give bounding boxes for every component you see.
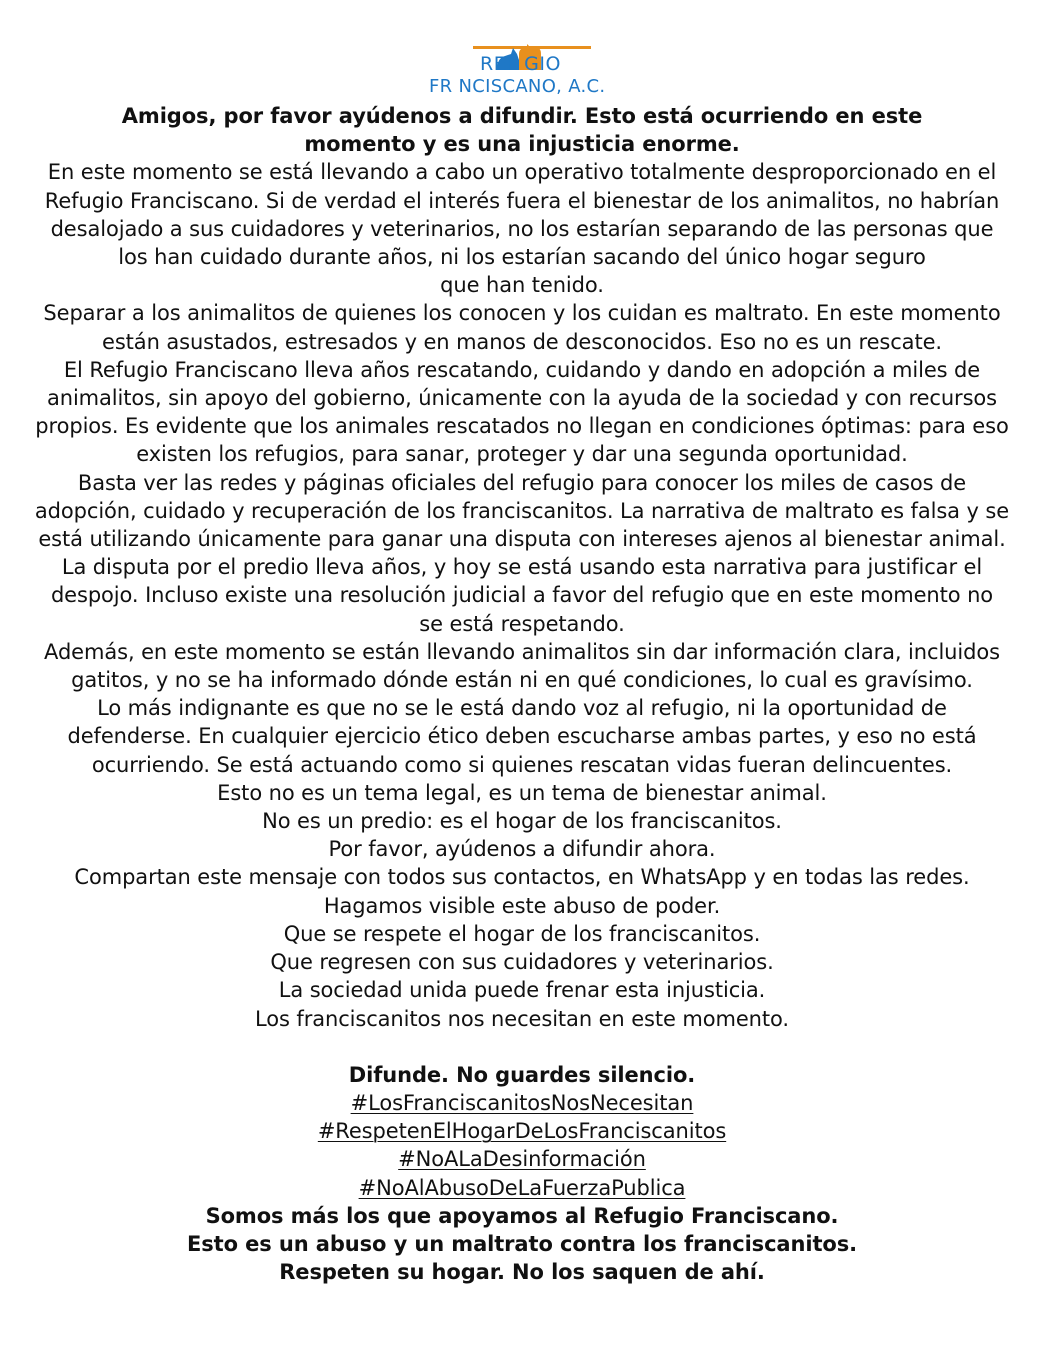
announcement-document	[20, 102, 1024, 1286]
hashtag[interactable]: #NoAlAbusoDeLaFuerzaPublica	[358, 1175, 686, 1200]
logo-line-2: FR NCISCANO, A.C.	[429, 76, 606, 97]
body-line: Los franciscanitos nos necesitan en este momento.	[255, 1006, 789, 1031]
body-line: Basta ver las redes y páginas oficiales del refugio para conocer los miles de casos de	[77, 470, 967, 495]
closing	[20, 1202, 1024, 1287]
logo-graphic	[427, 30, 617, 98]
body-line: ocurriendo. Se está actuando como si quienes rescatan vidas fueran delincuentes.	[91, 752, 953, 777]
body-line: animalitos, sin apoyo del gobierno, únicamente con la ayuda de la sociedad y con recursos	[46, 386, 998, 411]
body-line: Hagamos visible este abuso de poder.	[323, 893, 721, 918]
body-text	[20, 158, 1024, 1032]
body-line: El Refugio Franciscano lleva años rescatando, cuidando y dando en adopción a miles de	[63, 357, 981, 382]
body-line: La sociedad unida puede frenar esta injusticia.	[278, 978, 766, 1003]
spacer	[20, 1033, 1024, 1061]
body-line: los han cuidado durante años, ni los estarían sacando del único hogar seguro	[118, 245, 926, 270]
body-line: propios. Es evidente que los animales rescatados no llegan en condiciones óptimas: para eso	[35, 414, 1009, 439]
body-line: existen los refugios, para sanar, proteger y dar una segunda oportunidad.	[136, 442, 908, 467]
closing-line: Esto es un abuso y un maltrato contra los franciscanitos.	[187, 1231, 857, 1256]
closing-line: Respeten su hogar. No los saquen de ahí.	[279, 1260, 765, 1285]
body-line: No es un predio: es el hogar de los franciscanitos.	[262, 809, 782, 834]
body-line: Lo más indignante es que no se le está dando voz al refugio, ni la oportunidad de	[97, 696, 947, 721]
hashtag[interactable]: #NoALaDesinformación	[398, 1147, 646, 1172]
closing-line: Somos más los que apoyamos al Refugio Franciscano.	[205, 1203, 839, 1228]
body-line: está utilizando únicamente para ganar una disputa con intereses ajenos al bienestar animal.	[38, 527, 1006, 552]
heading-line: momento y es una injusticia enorme.	[304, 132, 740, 157]
body-line: La disputa por el predio lleva años, y hoy se está usando esta narrativa para justificar el	[61, 555, 983, 580]
heading	[20, 102, 1024, 158]
body-line: Esto no es un tema legal, es un tema de bienestar animal.	[217, 780, 827, 805]
refugio-franciscano-logo	[0, 30, 1044, 98]
logo-line-1: REF GIO	[480, 53, 561, 75]
body-line: defenderse. En cualquier ejercicio ético deben escucharse ambas partes, y eso no está	[67, 724, 977, 749]
body-line: adopción, cuidado y recuperación de los franciscanitos. La narrativa de maltrato es falsa y se	[34, 498, 1010, 523]
body-line: que han tenido.	[440, 273, 604, 298]
body-line: están asustados, estresados y en manos de desconocidos. Eso no es un rescate.	[102, 329, 942, 354]
hashtag[interactable]: #LosFranciscanitosNosNecesitan	[350, 1090, 694, 1115]
body-line: se está respetando.	[419, 611, 625, 636]
body-line: En este momento se está llevando a cabo un operativo totalmente desproporcionado en el	[47, 160, 997, 185]
body-line: gatitos, y no se ha informado dónde están ni en qué condiciones, lo cual es gravísimo.	[71, 668, 973, 693]
body-line: Compartan este mensaje con todos sus contactos, en WhatsApp y en todas las redes.	[74, 865, 970, 890]
body-line: Que regresen con sus cuidadores y veterinarios.	[270, 950, 774, 975]
body-line: Refugio Franciscano. Si de verdad el interés fuera el bienestar de los animalitos, no habrían	[44, 188, 1000, 213]
body-line: Separar a los animalitos de quienes los conocen y los cuidan es maltrato. En este momento	[43, 301, 1001, 326]
body-line: Además, en este momento se están llevando animalitos sin dar información clara, incluidos	[44, 639, 1000, 664]
hashtag[interactable]: #RespetenElHogarDeLosFranciscanitos	[317, 1119, 727, 1144]
body-line: Por favor, ayúdenos a difundir ahora.	[328, 837, 716, 862]
call-to-action: Difunde. No guardes silencio.	[348, 1062, 696, 1087]
heading-line: Amigos, por favor ayúdenos a difundir. Esto está ocurriendo en este	[121, 104, 923, 128]
body-line: desalojado a sus cuidadores y veterinarios, no los estarían separando de las personas que	[50, 216, 994, 241]
body-line: Que se respete el hogar de los franciscanitos.	[283, 921, 761, 946]
hashtag-list	[20, 1089, 1024, 1202]
body-line: despojo. Incluso existe una resolución judicial a favor del refugio que en este momento no	[50, 583, 994, 608]
